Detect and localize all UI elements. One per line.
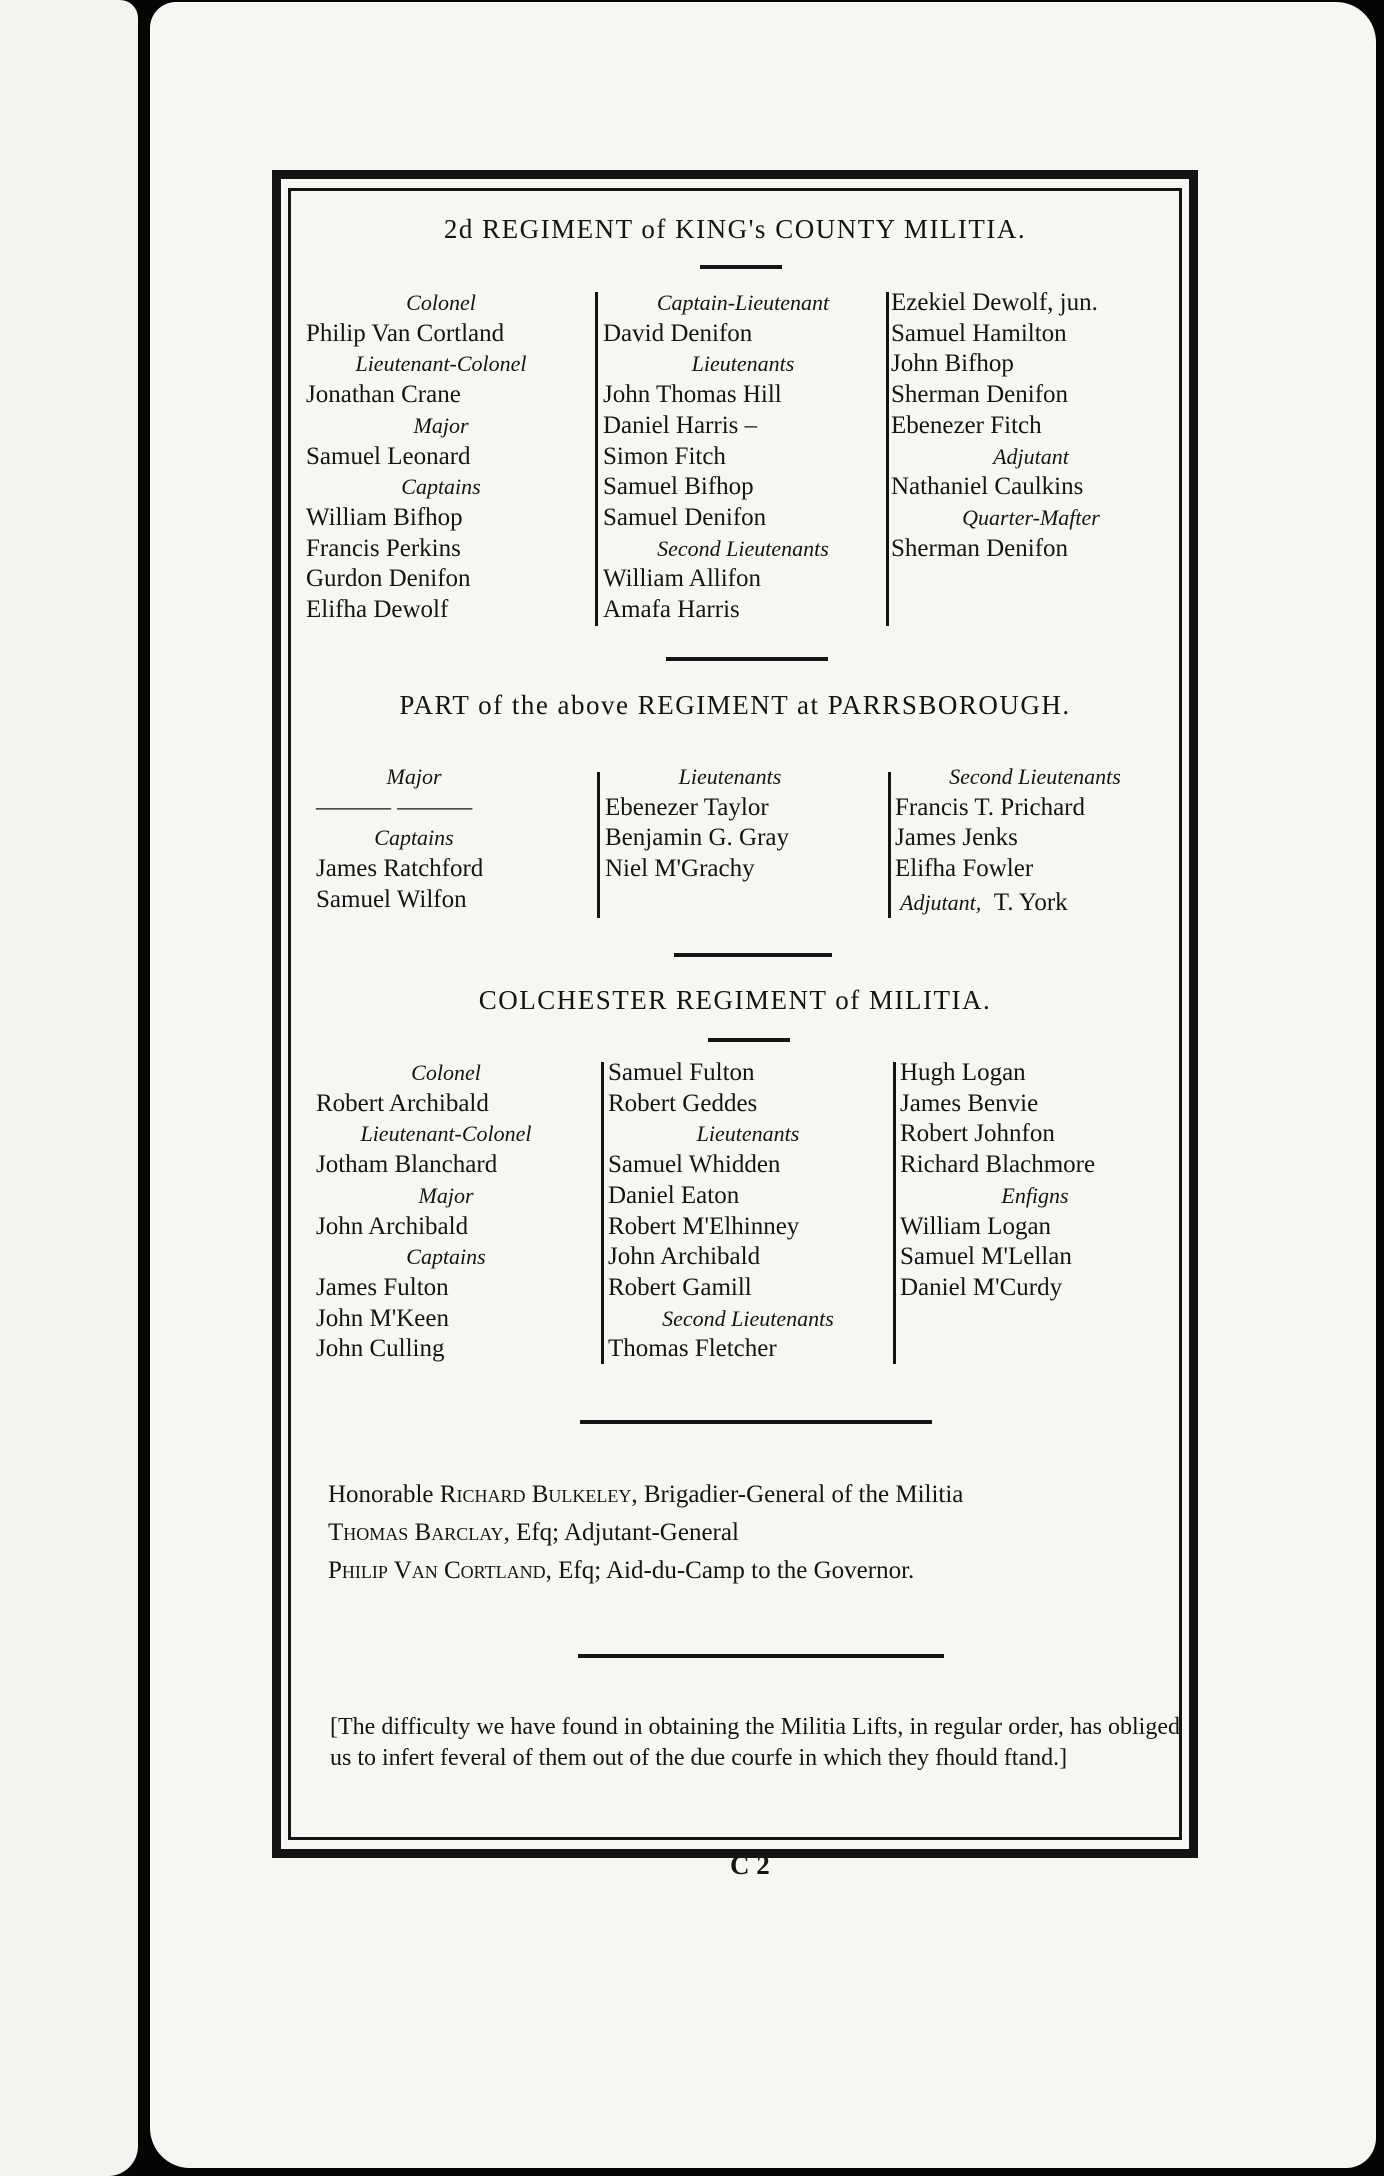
officer-name: Jonathan Crane: [306, 381, 461, 409]
rank-heading: Lieutenants: [691, 351, 795, 377]
officer-name: Elifha Fowler: [895, 855, 1034, 883]
officer-name: Robert Archibald: [316, 1089, 489, 1117]
officer-name: Robert Geddes: [608, 1089, 758, 1117]
rank-heading: Second Lieutenants: [662, 1305, 834, 1331]
officer-line-2: Thomas Barclay, Efq; Adjutant-General: [328, 1519, 739, 1546]
section2-col1: [316, 762, 512, 916]
rank-heading: Major: [418, 1182, 474, 1208]
officer-name: Hugh Logan: [900, 1059, 1026, 1086]
officer-name: Samuel Whidden: [608, 1151, 781, 1179]
rank-heading: Lieutenant-Colonel: [355, 351, 527, 377]
rank-heading: Lieutenants: [696, 1121, 800, 1147]
editor-note: [The difficulty we have found in obtaining the Militia Lifts, in regular order, has obliged us to infert feveral of them out of the due courfe in which they fhould ftand.]: [330, 1714, 1180, 1771]
section2-divider-left: [597, 772, 600, 918]
officer-name: Samuel Wilfon: [316, 885, 467, 913]
section2-adjutant: [900, 888, 1068, 919]
section3-col1: [316, 1058, 576, 1365]
signature-mark: C 2: [730, 1850, 770, 1880]
officer-name: Ebenezer Fitch: [891, 411, 1042, 439]
rank-heading: Captains: [406, 1244, 486, 1270]
officer-name: Robert Gamill: [608, 1273, 752, 1301]
officer-name: James Ratchford: [316, 855, 484, 883]
officer-name: David Denifon: [603, 319, 753, 347]
section2-col2: [605, 762, 855, 885]
officer-name: John Archibald: [608, 1243, 761, 1271]
officer-name: Samuel Denifon: [603, 503, 767, 531]
officer-name: Niel M'Grachy: [605, 855, 755, 883]
section2-col3: [895, 762, 1175, 885]
officer-line-3: Philip Van Cortland, Efq; Aid-du-Camp to the Governor.: [328, 1557, 915, 1584]
section1-divider-left: [595, 292, 598, 626]
rank-heading: Enfigns: [1001, 1182, 1069, 1208]
officer-name: William Allifon: [603, 565, 762, 593]
section3-divider-left: [601, 1062, 604, 1364]
officer-name: William Bifhop: [306, 503, 463, 531]
officer-name: James Benvie: [900, 1089, 1039, 1117]
officer-name: John Culling: [316, 1335, 445, 1363]
officer-name: Elifha Dewolf: [306, 596, 449, 624]
officer-name: Daniel M'Curdy: [900, 1273, 1063, 1301]
officer-name: Richard Blachmore: [900, 1151, 1096, 1179]
officer-name: Daniel Eaton: [608, 1181, 740, 1209]
left-page-edge: [0, 0, 138, 2176]
officer-name: Sherman Denifon: [891, 534, 1069, 562]
officer-name: John M'Keen: [316, 1304, 449, 1332]
section1-col3: [891, 288, 1171, 564]
rank-heading: Adjutant: [993, 443, 1069, 469]
officer-name: Daniel Harris –: [603, 411, 758, 439]
officer-name: Amafa Harris: [603, 596, 740, 624]
adjutant-name: T. York: [993, 889, 1068, 916]
section1-rule: [700, 265, 782, 269]
section1-divider-right: [886, 292, 889, 626]
section-divider-4: [578, 1654, 944, 1658]
section2-divider-right: [888, 772, 891, 918]
officer-name: John Bifhop: [891, 350, 1014, 378]
section3-col2: [608, 1058, 888, 1365]
officer-name: Samuel M'Lellan: [900, 1243, 1072, 1271]
rank-heading: Colonel: [406, 290, 476, 315]
rank-heading: Second Lieutenants: [949, 764, 1121, 789]
section-divider-3: [580, 1420, 932, 1424]
officer-name: Samuel Bifhop: [603, 473, 754, 501]
officer-name: Robert Johnfon: [900, 1120, 1055, 1148]
officer-name: Samuel Leonard: [306, 442, 471, 470]
officer-name: John Thomas Hill: [603, 381, 782, 409]
section2-title: PART of the above REGIMENT at PARRSBOROUGH.: [399, 690, 1071, 720]
section1-title: 2d REGIMENT of KING's COUNTY MILITIA.: [443, 214, 1027, 244]
officer-name: Sherman Denifon: [891, 381, 1069, 409]
officer-name: ——— ———: [316, 793, 473, 821]
officer-name: Jotham Blanchard: [316, 1151, 498, 1179]
rank-heading: Major: [413, 412, 469, 438]
officer-name: Robert M'Elhinney: [608, 1212, 800, 1240]
rank-heading: Captain-Lieutenant: [656, 290, 830, 315]
rank-heading: Captains: [401, 474, 481, 500]
officer-name: Francis Perkins: [306, 534, 461, 562]
officer-name: James Fulton: [316, 1273, 449, 1301]
officer-name: Benjamin G. Gray: [605, 824, 789, 852]
officer-name: James Jenks: [895, 824, 1018, 852]
section-divider-1: [666, 657, 828, 661]
rank-heading: Lieutenants: [678, 764, 782, 789]
officer-name: Francis T. Prichard: [895, 793, 1086, 821]
rank-heading: Second Lieutenants: [657, 535, 829, 561]
section1-col2: [603, 288, 883, 626]
officer-name: William Logan: [900, 1212, 1052, 1240]
officer-name: Samuel Fulton: [608, 1059, 755, 1086]
officer-name: Samuel Hamilton: [891, 319, 1067, 347]
section3-rule: [708, 1038, 790, 1042]
officer-name: Simon Fitch: [603, 442, 726, 470]
officer-name: Ebenezer Taylor: [605, 793, 769, 821]
adjutant-label: Adjutant,: [900, 890, 982, 915]
officer-name: Nathaniel Caulkins: [891, 473, 1084, 501]
rank-heading: Major: [386, 764, 442, 789]
general-officers: [328, 1476, 963, 1590]
officer-name: Ezekiel Dewolf, jun.: [891, 289, 1098, 316]
section-divider-2: [674, 953, 832, 957]
officer-line-1: Honorable Richard Bulkeley, Brigadier-General of the Militia: [328, 1481, 964, 1508]
section3-col3: [900, 1058, 1170, 1304]
officer-name: Thomas Fletcher: [608, 1335, 777, 1363]
section3-divider-right: [893, 1062, 896, 1364]
rank-heading: Colonel: [411, 1060, 481, 1085]
officer-name: Gurdon Denifon: [306, 565, 471, 593]
rank-heading: Lieutenant-Colonel: [360, 1121, 532, 1147]
section3-title: COLCHESTER REGIMENT of MILITIA.: [478, 985, 992, 1015]
section1-col1: [306, 288, 576, 626]
officer-name: John Archibald: [316, 1212, 469, 1240]
officer-name: Philip Van Cortland: [306, 319, 505, 347]
rank-heading: Quarter-Mafter: [962, 504, 1100, 530]
rank-heading: Captains: [374, 825, 454, 851]
